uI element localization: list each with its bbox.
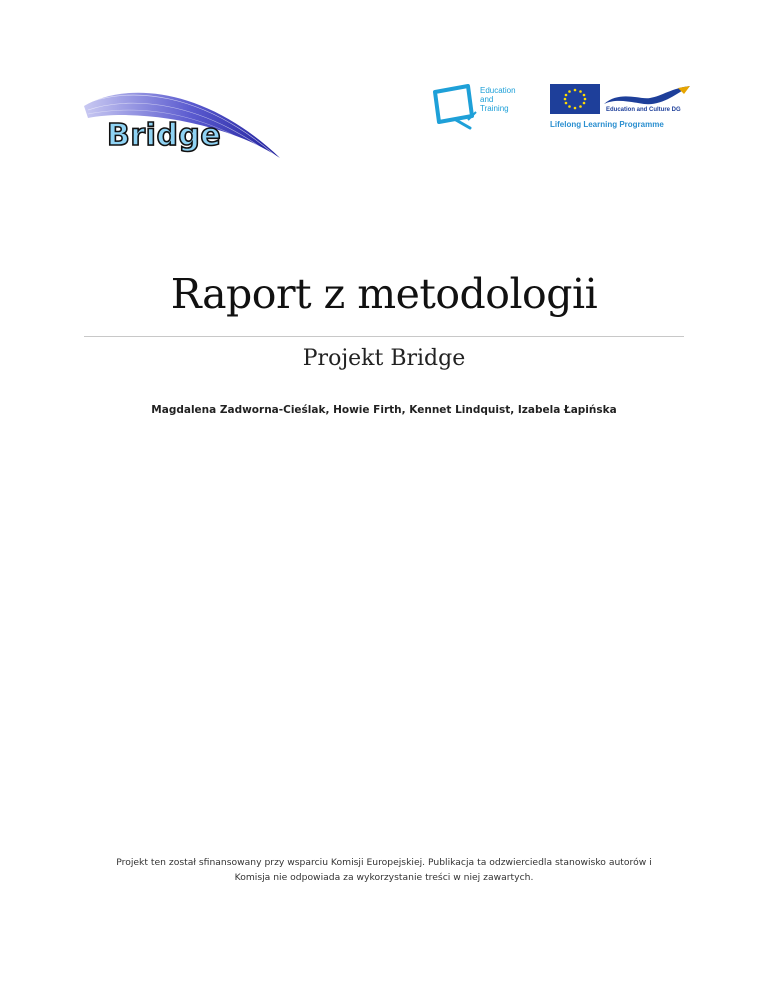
eu-dg-label: Education and Culture DG xyxy=(606,107,681,113)
title-divider xyxy=(84,336,684,337)
bridge-logo-text: Bridge xyxy=(107,118,222,153)
page-subtitle: Projekt Bridge xyxy=(302,346,466,371)
computer-screen-icon xyxy=(430,84,480,130)
education-training-text xyxy=(480,86,516,113)
page-title: Raport z metodologii xyxy=(170,270,598,318)
education-training-logo xyxy=(430,84,530,130)
edu-line-3: Training xyxy=(480,104,509,113)
eu-llp-logo xyxy=(550,84,700,132)
authors-line: Magdalena Zadworna-Cieślak, Howie Firth, Kennet Lindquist, Izabela Łapińska xyxy=(151,404,617,416)
disclaimer-line-1: Projekt ten został sfinansowany przy wsparciu Komisji Europejskiej. Publikacja ta odzwierciedla stanowisko autorów i xyxy=(116,857,652,868)
edu-line-2: and xyxy=(480,95,494,104)
edu-line-1: Education xyxy=(480,86,516,95)
llp-label: Lifelong Learning Programme xyxy=(550,120,664,129)
bridge-logo xyxy=(80,84,286,164)
disclaimer-line-2: Komisja nie odpowiada za wykorzystanie treści w niej zawartych. xyxy=(234,872,534,883)
funding-disclaimer xyxy=(90,855,678,885)
